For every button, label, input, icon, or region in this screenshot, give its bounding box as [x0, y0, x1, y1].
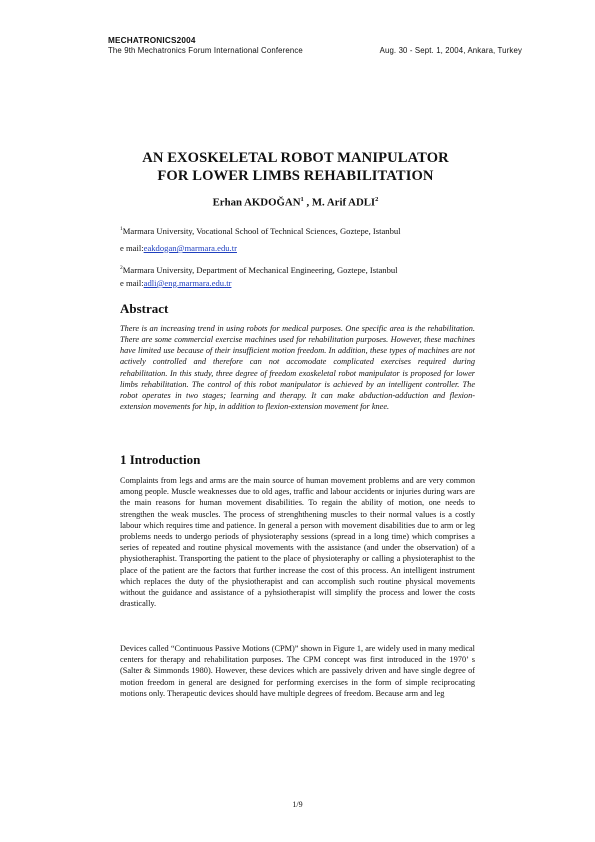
affiliation-2 [120, 263, 398, 289]
affiliation-1-email-link[interactable]: eakdogan@marmara.edu.tr [143, 242, 237, 253]
affiliation-1-mark: 1 [120, 226, 123, 232]
affiliation-2-email-label: e mail: [120, 277, 144, 288]
author-1-name: Erhan AKDOĞAN [212, 196, 301, 209]
title-line-2: FOR LOWER LIMBS REHABILITATION [157, 167, 434, 184]
affiliation-2-mark: 2 [120, 265, 123, 271]
abstract-body: There is an increasing trend in using robots for medical purposes. One specific area is the rehabilitation. There are some commercial exercise machines used for rehabilitation purposes. However, these machines have limited use because of their insufficient motion freedom. In addition, these types of machines are not actively controlled and therefore can not accomodate complicated exercises required during rehabilitation. In this study, three degree of freedom exoskeletal robot manipulator is proposed for lower limbs rehabilitation. The control of this robot manipulator is achieved by an intelligent controller. The robot operates in two stages; learning and therapy. It can make abduction-adduction and flexion-extension movements for hip, in addition to flexion-extension movement for knee. [120, 324, 475, 412]
conference-full-name: The 9th Mechatronics Forum International Conference [108, 46, 303, 55]
affiliation-1 [120, 224, 401, 254]
affiliation-1-email-label: e mail: [120, 242, 144, 253]
author-list [108, 196, 483, 209]
title-line-1: AN EXOSKELETAL ROBOT MANIPULATOR [142, 150, 449, 166]
page-number: 1/9 [292, 800, 303, 809]
abstract-heading: Abstract [120, 301, 169, 316]
conference-dates: Aug. 30 - Sept. 1, 2004, Ankara, Turkey [379, 46, 522, 55]
introduction-heading: 1 Introduction [120, 452, 201, 467]
author-2-affiliation-mark: 2 [375, 196, 379, 203]
introduction-paragraph-1: Complaints from legs and arms are the main source of human movement problems and are very common among people. Muscle weaknesses due to old ages, traffic and labour accidents or injuries during wars are the main reasons for human movement disabilities. To regain the ability of motion, one needs to strengthen the weak muscles. The process of strenghthening muscles to their normal values is a costly labour which requires time and patience. In general a person with movement disabilities due to arm or leg problems needs to undergo periods of physioteraphy sessions (spread in a long time) which comprises a series of repeated and routine physical movements with the assistance (and under the observation) of a physiotheraphist. Transporting the patient to the place of physioteraphy or calling a physioteraphist to the place of the patient are the factors that further increase the cost of this process. An intelligent instrument which replaces the duty of the physiotherapist and can accomplish such routine physical movements without the guidance and assistance of a pyhsiotherapist will simplify the process and lower the costs drastically. [120, 476, 475, 609]
affiliation-2-text: Marmara University, Department of Mechanical Engineering, Goztepe, Istanbul [122, 264, 398, 275]
affiliation-1-text: Marmara University, Vocational School of Technical Sciences, Goztepe, Istanbul [122, 225, 401, 236]
author-1-affiliation-mark: 1 [300, 196, 304, 203]
introduction-paragraph-2: Devices called “Continuous Passive Motions (CPM)” shown in Figure 1, are widely used in many medical centers for therapy and rehabilitation purposes. The CPM concept was first introduced in the 1970’ s (Salter & Simmonds 1980). However, these devices which are passively driven and have single degree of motion freedom in general are designed for performing exercises in the form of simple reciprocating motions only. Therapeutic devices should have multiple degrees of freedom. Because arm and leg [120, 644, 475, 698]
conference-name: MECHATRONICS2004 [108, 36, 196, 45]
author-2-name: M. Arif ADLI [311, 196, 376, 209]
paper-title [108, 150, 483, 185]
affiliation-2-email-link[interactable]: adli@eng.marmara.edu.tr [143, 277, 232, 288]
author-separator: , [303, 196, 312, 209]
